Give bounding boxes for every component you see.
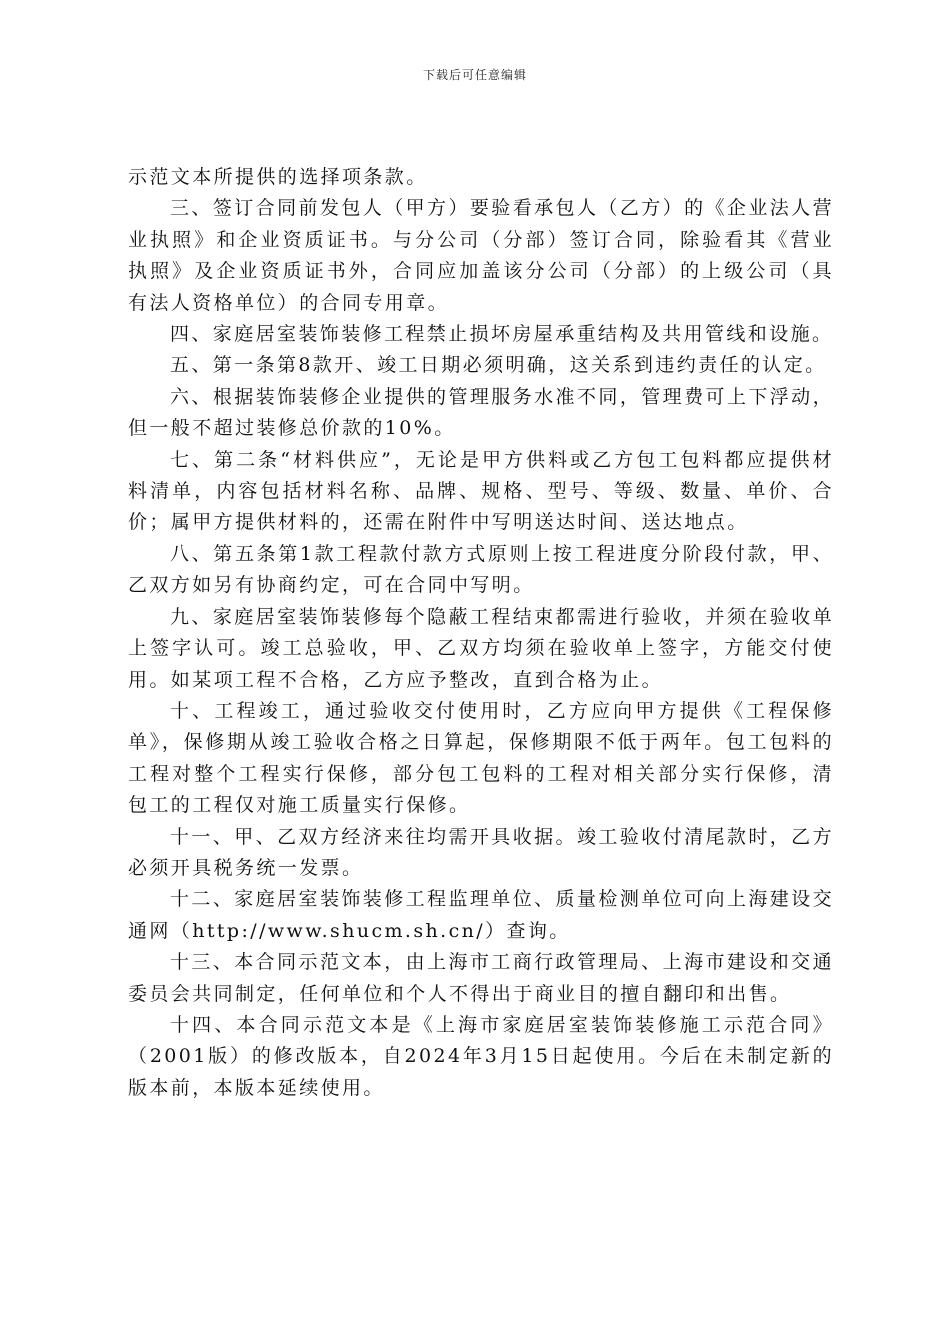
paragraph-item-3: 三、签订合同前发包人（甲方）要验看承包人（乙方）的《企业法人营业执照》和企业资质证书。与分公司（分部）签订合同，除验看其《营业执照》及企业资质证书外，合同应加盖该分公司（分部）的上级公司（具有法人资格单位）的合同专用章。 [128,197,834,314]
paragraph-item-11: 十一、甲、乙双方经济来往均需开具收据。竣工验收付清尾款时，乙方必须开具税务统一发票。 [128,825,834,879]
paragraph-item-12: 十二、家庭居室装饰装修工程监理单位、质量检测单位可向上海建设交通网（http://www.shucm.sh.cn/）查询。 [128,888,834,942]
paragraph-item-5: 五、第一条第8款开、竣工日期必须明确，这关系到违约责任的认定。 [170,354,827,377]
paragraph-continuation: 示范文本所提供的选择项条款。 [128,166,428,188]
document-body [128,162,834,1104]
page-header-note: 下载后可任意编辑 [422,68,527,82]
paragraph-item-8: 八、第五条第1款工程款付款方式原则上按工程进度分阶段付款，甲、乙双方如另有协商约定，可在合同中写明。 [128,542,834,597]
paragraph-item-4: 四、家庭居室装饰装修工程禁止损坏房屋承重结构及共用管线和设施。 [170,323,834,346]
paragraph-item-14: 十四、本合同示范文本是《上海市家庭居室装饰装修施工示范合同》（2001版）的修改版本，自2024年3月15日起使用。今后在未制定新的版本前，本版本延续使用。 [128,1013,834,1099]
paragraph-item-7: 七、第二条“材料供应”，无论是甲方供料或乙方包工包料都应提供材料清单，内容包括材料名称、品牌、规格、型号、等级、数量、单价、合价；属甲方提供材料的，还需在附件中写明送达时间、送达地点。 [128,448,834,534]
paragraph-item-13: 十三、本合同示范文本，由上海市工商行政管理局、上海市建设和交通委员会共同制定，任何单位和个人不得出于商业目的擅自翻印和出售。 [128,951,834,1005]
paragraph-item-9: 九、家庭居室装饰装修每个隐蔽工程结束都需进行验收，并须在验收单上签字认可。竣工总验收，甲、乙双方均须在验收单上签字，方能交付使用。如某项工程不合格，乙方应予整改，直到合格为止。 [128,605,834,691]
paragraph-item-6: 六、根据装饰装修企业提供的管理服务水准不同，管理费可上下浮动，但一般不超过装修总价款的10%。 [128,385,834,440]
paragraph-item-10: 十、工程竣工，通过验收交付使用时，乙方应向甲方提供《工程保修单》，保修期从竣工验收合格之日算起，保修期限不低于两年。包工包料的工程对整个工程实行保修，部分包工包料的工程对相关部分实行保修，清包工的工程仅对施工质量实行保修。 [128,699,834,817]
